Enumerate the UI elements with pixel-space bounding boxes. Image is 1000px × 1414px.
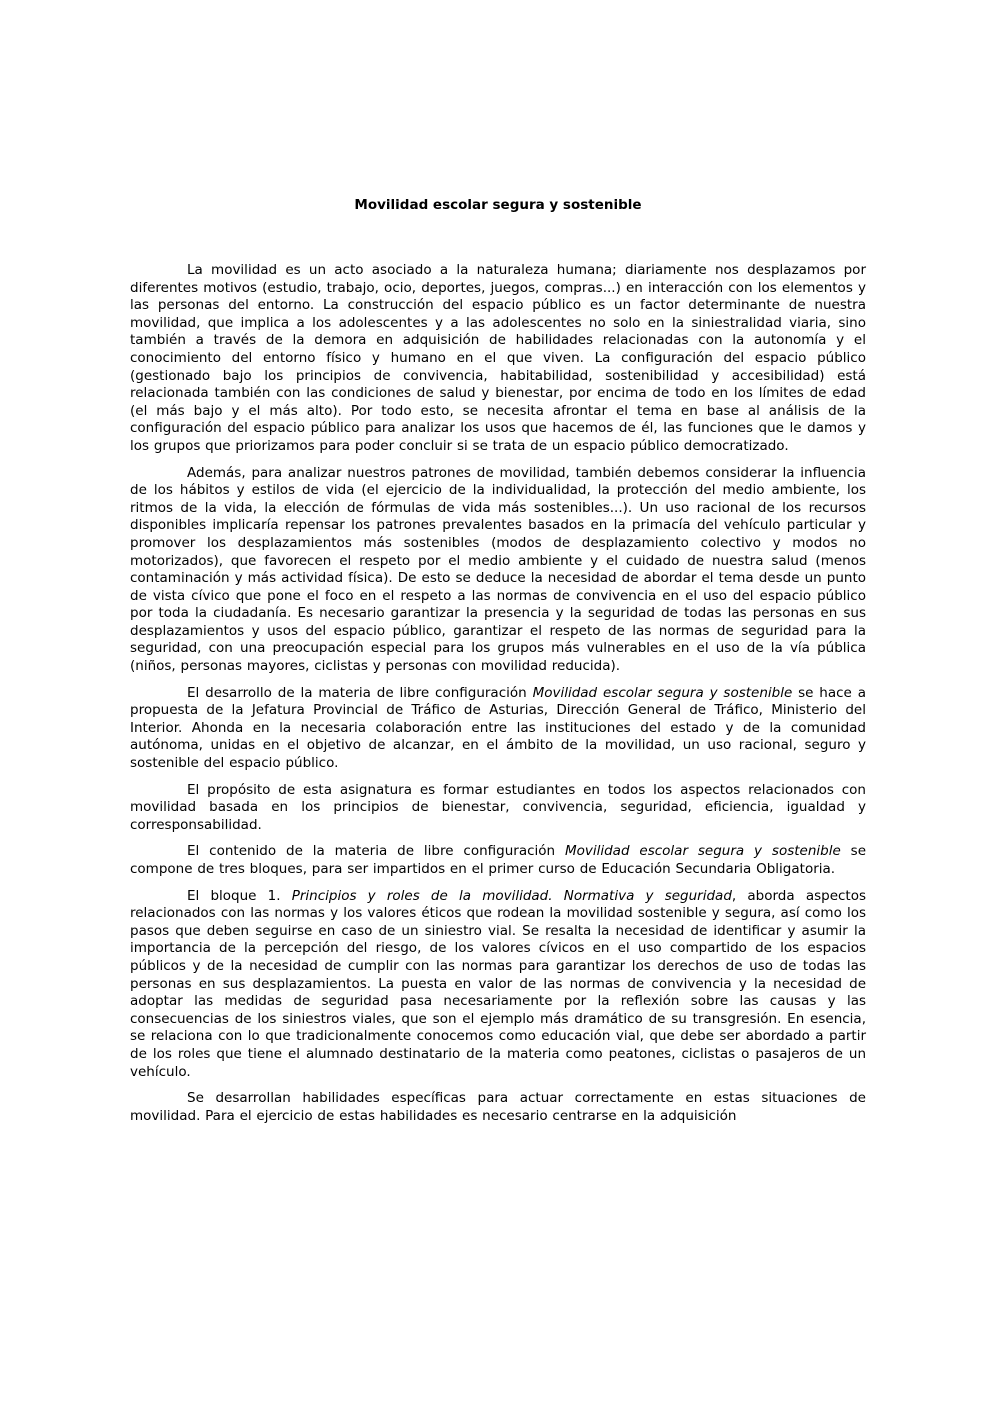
text-run: Se desarrollan habilidades específicas para actuar correctamente en estas situaciones de movilidad. Para el ejercicio de estas habilidades es necesario centrarse en la adquisición bbox=[130, 1090, 866, 1124]
text-run: El bloque 1. bbox=[187, 887, 292, 904]
paragraph bbox=[130, 685, 866, 773]
text-run: Además, para analizar nuestros patrones de movilidad, también debemos considerar la influencia de los hábitos y estilos de vida (el ejercicio de la individualidad, la protección del medio ambiente, los ritmos de la vida, la elección de fórmulas de vida más sostenibles...). Un uso racional de los recursos disponibles implicaría repensar los patrones prevalentes basados en la primacía del vehículo particular y promover los desplazamientos más sostenibles (modos de desplazamiento colectivo y modos no motorizados), que favorecen el respeto por el medio ambiente y el cuidado de nuestra salud (menos contaminación y más actividad física). De esto se deduce la necesidad de abordar el tema desde un punto de vista cívico que pone el foco en el respeto a las normas de convivencia en el uso del espacio público por toda la ciudadanía. Es necesario garantizar la presencia y la seguridad de todas las personas en sus desplazamientos y usos del espacio público, garantizar el respeto de las normas de seguridad para la seguridad, con una preocupación especial para los grupos más vulnerables en el uso de la vía pública (niños, personas mayores, ciclistas y personas con movilidad reducida). bbox=[130, 464, 866, 675]
document-title: Movilidad escolar segura y sostenible bbox=[354, 197, 642, 213]
text-run: , aborda aspectos relacionados con las normas y los valores éticos que rodean la movilidad sostenible y segura, así como los pasos que deben seguirse en caso de un siniestro vial. Se resalta la necesidad de identificar y asumir la importancia de la percepción del riesgo, de los valores cívicos en el uso compartido de los espacios públicos y de la necesidad de cumplir con las normas para garantizar los derechos de uso de todas las personas en sus desplazamientos. La puesta en valor de las normas de convivencia y la necesidad de adoptar las medidas de seguridad pasa necesariamente por la reflexión sobre las causas y las consecuencias de los siniestros viales, que son el ejemplo más dramático de su transgresión. En esencia, se relaciona con lo que tradicionalmente conocemos como educación vial, que debe ser abordado a partir de los roles que tiene el alumnado destinatario de la materia como peatones, ciclistas o pasajeros de un vehículo. bbox=[130, 887, 867, 1080]
paragraph bbox=[130, 465, 866, 676]
paragraph bbox=[130, 888, 866, 1082]
text-run: La movilidad es un acto asociado a la naturaleza humana; diariamente nos desplazamos por diferentes motivos (estudio, trabajo, ocio, deportes, juegos, compras...) en interacción con los elementos y las personas del entorno. La construcción del espacio público es un factor determinante de nuestra movilidad, que implica a los adolescentes y a las adolescentes no solo en la siniestralidad viaria, sino también a través de la demora en adquisición de habilidades relacionadas con la autonomía y el conocimiento del entorno físico y humano en el que viven. La configuración del espacio público (gestionado bajo los principios de convivencia, habitabilidad, sostenibilidad y accesibilidad) está relacionada también con las condiciones de salud y bienestar, por encima de todo en los límites de edad (el más bajo y el más alto). Por todo esto, se necesita afrontar el tema en base al análisis de la configuración del espacio público para analizar los usos que hacemos de él, las funciones que le damos y los grupos que priorizamos para poder concluir si se trata de un espacio público democratizado. bbox=[130, 262, 866, 454]
text-run: se hace a propuesta de la Jefatura Provincial de Tráfico de Asturias, Dirección General de Tráfico, Ministerio del Interior. Ahonda en la necesaria colaboración entre las instituciones del estado y de la comunidad autónoma, unidas en el objetivo de alcanzar, en el ámbito de la movilidad, un uso racional, seguro y sostenible del espacio público. bbox=[130, 684, 866, 772]
paragraph bbox=[130, 1090, 866, 1125]
italic-text-run: Movilidad escolar segura y sostenible bbox=[532, 684, 793, 701]
text-run: El propósito de esta asignatura es formar estudiantes en todos los aspectos relacionados con movilidad basada en los principios de bienestar, convivencia, seguridad, eficiencia, igualdad y corresponsabilidad. bbox=[130, 781, 866, 833]
paragraph bbox=[130, 262, 866, 456]
paragraph bbox=[130, 782, 866, 835]
document-body bbox=[130, 262, 866, 1125]
italic-text-run: Principios y roles de la movilidad. Normativa y seguridad bbox=[291, 887, 732, 904]
paragraph bbox=[130, 843, 866, 878]
document-content bbox=[130, 197, 866, 1134]
text-run: El contenido de la materia de libre configuración bbox=[187, 843, 565, 860]
italic-text-run: Movilidad escolar segura y sostenible bbox=[564, 843, 841, 860]
text-run: El desarrollo de la materia de libre configuración bbox=[187, 684, 533, 701]
text-run: se compone de tres bloques, para ser impartidos en el primer curso de Educación Secundaria Obligatoria. bbox=[130, 843, 866, 877]
